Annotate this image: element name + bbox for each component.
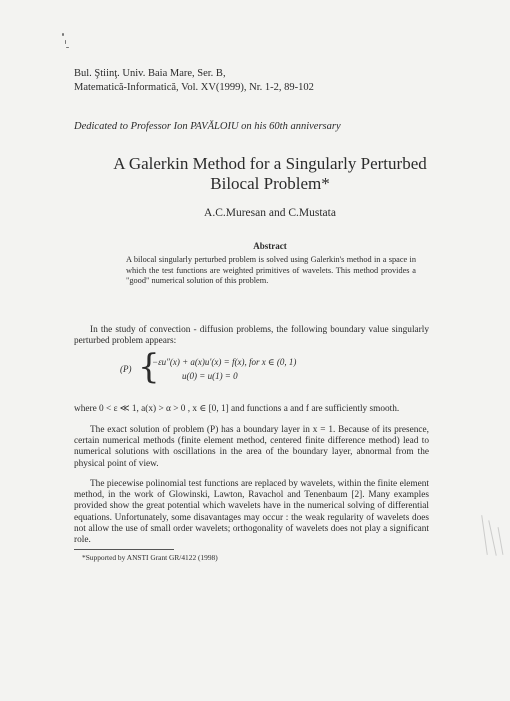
scan-mark [498,527,504,555]
paper-title [60,154,480,194]
footnote: *Supported by ANSTI Grant GR/4122 (1998) [82,553,218,562]
abstract-heading: Abstract [253,241,287,251]
scan-mark [488,520,496,555]
footnote-rule [74,549,174,550]
title-line-2: Bilocal Problem* [210,174,330,193]
scan-speck [65,40,66,44]
paragraph-wavelets: The piecewise polinomial test functions are replaced by wavelets, within the finite element method, in the work of Glowinski, Lawton, Ravachol and Tenenbaum [2]. Many examples provided show the great potential which wavelets have in the numerical solving of differential equations. Unfortunately, some disavantages may occur : the weak regularity of wavelets does not allow the use of small order wavelets; orthogonality of wavelets does not play a significant role. [74,479,429,546]
journal-line-1: Bul. Ştiinţ. Univ. Baia Mare, Ser. B, [74,68,226,79]
equation-label: (P) [120,364,132,374]
equation-problem-p [120,347,420,390]
paragraph-conditions: where 0 < ε ≪ 1, a(x) > α > 0 , x ∈ [0, 1] and functions a and f are sufficiently smooth. [74,404,400,414]
journal-line-2: Matematică-Informatică, Vol. XV(1999), Nr. 1-2, 89-102 [74,82,314,93]
dedication: Dedicated to Professor Ion PAVĂLOIU on his 60th anniversary [74,121,341,132]
journal-reference [74,67,314,95]
authors: A.C.Muresan and C.Mustata [204,207,336,219]
scan-speck [66,47,69,48]
paragraph-boundary-layer: The exact solution of problem (P) has a boundary layer in x = 1. Because of its presence, certain numerical methods (finite element method, centered finite difference method) lead to numerical solutions with oscillations in the area of the boundary layer, abnormal from the physical point of view. [74,425,429,469]
scan-speck [62,33,64,36]
paragraph-intro: In the study of convection - diffusion problems, the following boundary value singularly perturbed problem appears: [74,325,429,347]
abstract-text: A bilocal singularly perturbed problem is solved using Galerkin's method in a space in which the test functions are weighted primitives of wavelets. This method provides a "good" numerical solution of this problem. [126,255,416,286]
equation-line-1: −εu″(x) + a(x)u′(x) = f(x), for x ∈ (0, 1) [152,357,297,367]
equation-brace: { [138,347,160,387]
equation-line-2: u(0) = u(1) = 0 [182,371,238,381]
scan-mark [481,515,488,555]
title-line-1: A Galerkin Method for a Singularly Perturbed [113,154,427,173]
